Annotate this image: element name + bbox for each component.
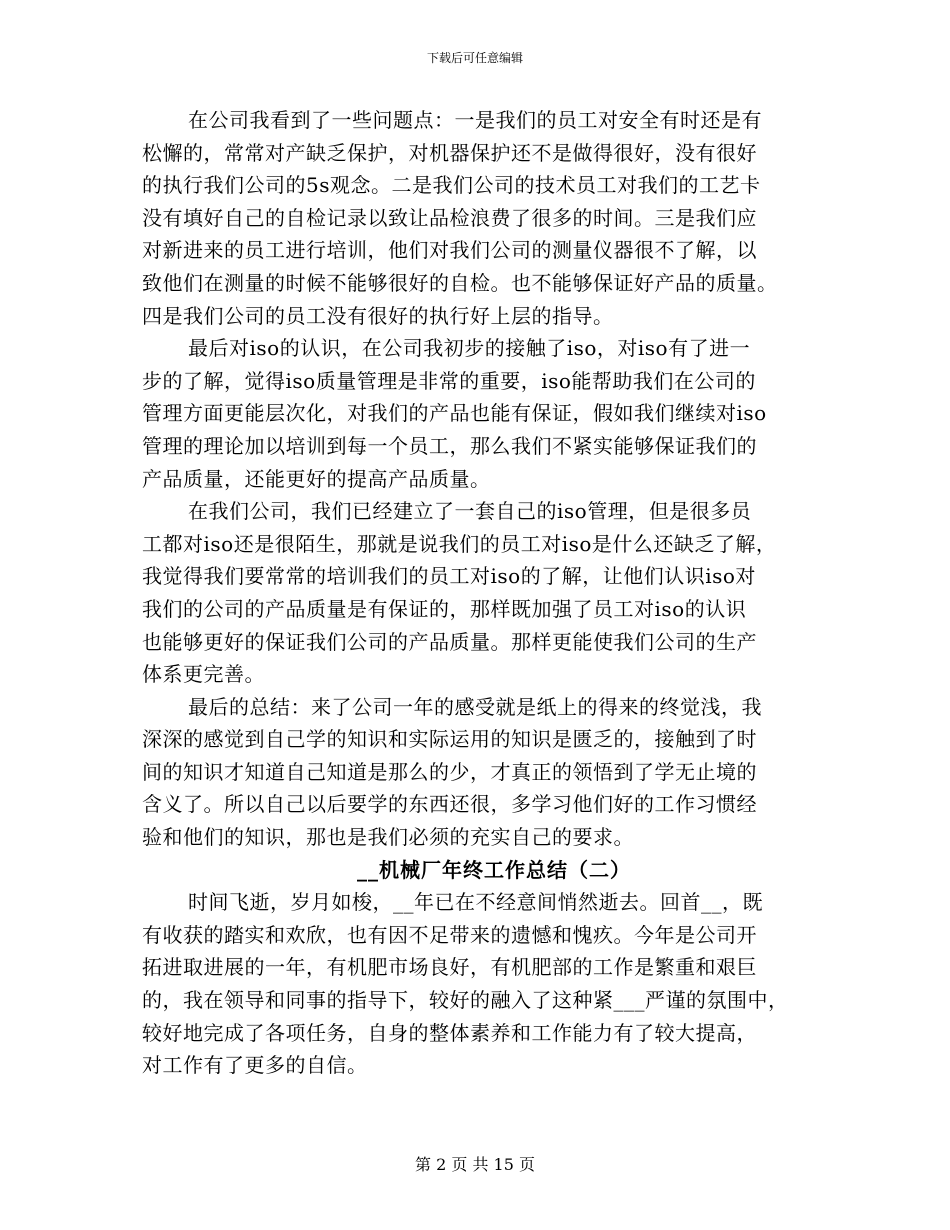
text-line: 有收获的踏实和欢欣，也有因不足带来的遗憾和愧疚。今年是公司开 [142, 922, 757, 947]
text-line: 验和他们的知识，那也是我们必须的充实自己的要求。 [142, 825, 634, 850]
text-line: 管理方面更能层次化，对我们的产品也能有保证，假如我们继续对iso [142, 401, 767, 426]
text-line: 拓进取进展的一年，有机肥市场良好，有机肥部的工作是繁重和艰巨 [142, 955, 757, 980]
paragraph-final-summary [142, 691, 822, 854]
text-line: 体系更完善。 [142, 662, 265, 687]
text-line: 在公司我看到了一些问题点：一是我们的员工对安全有时还是有 [188, 108, 762, 132]
text-line: 致他们在测量的时候不能够很好的自检。也不能够保证好产品的质量。 [142, 270, 778, 295]
text-line: 管理的理论加以培训到每一个员工，那么我们不紧实能够保证我们的 [142, 433, 757, 458]
text-line: 时间飞逝，岁月如梭，__年已在不经意间悄然逝去。回首__，既 [188, 890, 763, 915]
text-line: 产品质量，还能更好的提高产品质量。 [142, 466, 491, 491]
page-header-note: 下载后可任意编辑 [426, 51, 523, 65]
text-line: 我觉得我们要常常的培训我们的员工对iso的了解，让他们认识iso对 [142, 564, 756, 589]
document-body [142, 104, 822, 1082]
text-line: 含义了。所以自己以后要学的东西还很，多学习他们好的工作习惯经 [142, 792, 757, 817]
text-line: 没有填好自己的自检记录以致让品检浪费了很多的时间。三是我们应 [142, 205, 757, 230]
text-line: 松懈的，常常对产缺乏保护，对机器保护还不是做得很好，没有很好 [142, 140, 757, 165]
section-heading: __机械厂年终工作总结（二） [357, 857, 631, 882]
text-line: 我们的公司的产品质量是有保证的，那样既加强了员工对iso的认识 [142, 596, 747, 621]
text-line: 步的了解，觉得iso质量管理是非常的重要，iso能帮助我们在公司的 [142, 368, 756, 393]
paragraph-iso-understanding [142, 332, 822, 495]
text-line: 的执行我们公司的5s观念。二是我们公司的技术员工对我们的工艺卡 [142, 173, 761, 198]
text-line: 深深的感觉到自己学的知识和实际运用的知识是匮乏的，接触到了时 [142, 727, 757, 752]
text-line: 也能够更好的保证我们公司的产品质量。那样更能使我们公司的生产 [142, 629, 757, 654]
text-line: 对工作有了更多的自信。 [142, 1053, 368, 1078]
text-line: 在我们公司，我们已经建立了一套自己的iso管理，但是很多员 [188, 499, 752, 524]
page-number: 第 2 页 共 15 页 [415, 1155, 535, 1174]
text-line: 四是我们公司的员工没有很好的执行好上层的指导。 [142, 303, 614, 328]
text-line: 工都对iso还是很陌生，那就是说我们的员工对iso是什么还缺乏了解， [142, 531, 777, 556]
text-line: 最后的总结：来了公司一年的感受就是纸上的得来的终觉浅，我 [188, 694, 762, 719]
text-line: 间的知识才知道自己知道是那么的少，才真正的领悟到了学无止境的 [142, 759, 757, 784]
text-line: 最后对iso的认识，在公司我初步的接触了iso，对iso有了进一 [188, 336, 751, 361]
text-line: 的，我在领导和同事的指导下，较好的融入了这种紧___严谨的氛围中， [142, 988, 789, 1013]
text-line: 对新进来的员工进行培训，他们对我们公司的测量仪器很不了解，以 [142, 238, 757, 263]
paragraph-iso-management [142, 495, 822, 691]
text-line: 较好地完成了各项任务，自身的整体素养和工作能力有了较大提高， [142, 1020, 757, 1045]
paragraph-problems [142, 104, 822, 332]
paragraph-section-two [142, 886, 822, 1082]
